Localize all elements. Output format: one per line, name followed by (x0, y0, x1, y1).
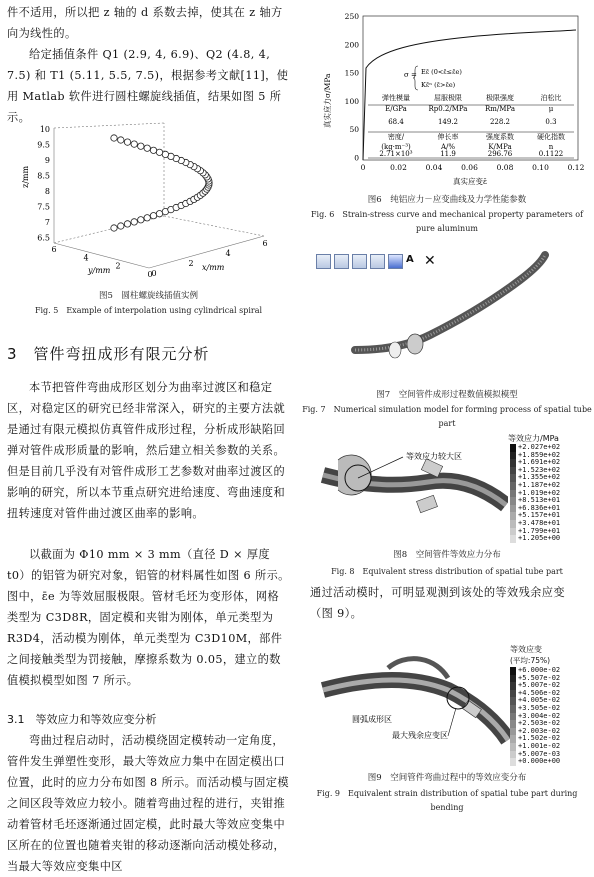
table-cell: 密度/ (387, 133, 405, 141)
formula-lhs: σ = (404, 71, 417, 79)
legend-label: +1.019e+02 (518, 488, 561, 497)
table-cell: 149.2 (437, 118, 459, 126)
helix-point (118, 223, 124, 229)
fig6-caption-cn: 图6 纯铝应力－应变曲线及力学性能参数 (367, 195, 527, 205)
table-cell: 0.1122 (538, 150, 564, 158)
legend-swatch (510, 459, 516, 467)
legend-label: +1.523e+02 (518, 465, 561, 474)
fig8-caption-cn: 图8 空间管件等效应力分布 (393, 550, 501, 560)
formula-case-2: Kε̄ⁿ (ε̄>ε̄e) (421, 81, 456, 89)
fig8-legend (510, 444, 560, 543)
fig6-y-tick-label: 150 (344, 68, 359, 78)
table-cell: 泊松比 (540, 94, 562, 102)
x-tick-label: 2 (188, 259, 194, 268)
legend-swatch (510, 697, 516, 705)
helix-point (150, 147, 156, 153)
helix-point (144, 145, 150, 151)
figure-6-stress-strain-chart (308, 8, 590, 188)
table-cell: E/GPa (385, 105, 407, 113)
fig9-caption-cn: 图9 空间管件弯曲过程中的等效应变分布 (367, 773, 527, 783)
legend-swatch (510, 512, 516, 520)
helix-point (124, 221, 130, 227)
table-cell: 屈服极限 (434, 94, 462, 102)
legend-label: +4.506e-02 (518, 688, 561, 697)
paragraph-3: 本节把管件弯曲成形区划分为曲率过渡区和稳定区，对稳定区的研究已经非常深入，研究的主要方法就是通过有限元模拟仿真管件成形过程，分析成形缺陷回弹对管件成形质量的影响，然后建立相关参数的关系。但是目前几乎没有对管件成形工艺参数对曲率过渡区的影响的研究，所以本节重点研究进给速度、弯曲速度和扭转速度对管件曲过渡区曲率的影响。 (7, 381, 286, 520)
table-cell: Rp0.2/MPa (428, 105, 468, 113)
helix-point (111, 135, 117, 141)
z-tick-label: 10 (39, 125, 50, 134)
legend-label: +3.478e+01 (518, 518, 561, 527)
paragraph-4: 以截面为 Φ10 mm × 3 mm（直径 D × 厚度 t0）的铝管为研究对象，铝管的材料属性如图 6 所示。图中，ε̄e 为等效屈服极限。管材毛坯为变形体，网格类型为 C3D8R，固定模和夹钳为刚体，单元类型为 R3D4，活动模为刚体，单元类型为 C3D10M，部件之间接触类型为罚接触，摩擦系数为 0.05，建立的数值模拟模型如图 7 所示。 (7, 548, 290, 687)
legend-swatch (510, 743, 516, 751)
font-icon[interactable]: A (406, 254, 414, 265)
z-tick-label: 8 (44, 187, 50, 196)
legend-swatch (510, 482, 516, 490)
z-tick-label: 8.5 (37, 171, 50, 181)
legend-label: +1.691e+02 (518, 458, 561, 467)
legend-label: +8.513e+01 (518, 496, 561, 505)
legend-swatch (510, 682, 516, 690)
paragraph-6: 通过活动模时，可明显观测到该处的等效残余应变（图 9）。 (310, 586, 565, 620)
helix-point (138, 217, 144, 223)
table-cell: 伸长率 (437, 133, 459, 141)
legend-label: +6.836e+01 (518, 503, 561, 512)
helix-curve (111, 135, 212, 231)
table-cell: 11.9 (440, 150, 456, 158)
fig6-y-tick-label: 50 (349, 125, 359, 135)
fig7-caption-cn: 图7 空间管件成形过程数值模拟模型 (376, 390, 518, 400)
legend-swatch (510, 528, 516, 536)
legend-swatch (510, 497, 516, 505)
table-cell: 2.71×10³ (379, 150, 413, 158)
z-tick-label: 9 (44, 156, 50, 165)
helix-point (131, 219, 137, 225)
fig9-caption-en: Fig. 9 Equivalent strain distribution of spatial tube part during bending (316, 789, 578, 812)
helix-point (156, 149, 162, 155)
helix-point (138, 143, 144, 149)
helix-point (156, 211, 162, 217)
table-cell: 弹性模量 (382, 94, 410, 102)
figure-7-tube-model (340, 250, 590, 380)
legend-label: +6.000e-02 (518, 666, 561, 674)
section-title: 3 管件弯扭成形有限元分析 (7, 345, 210, 363)
z-tick-label: 9.5 (37, 140, 50, 150)
y-axis-label: y/mm (88, 266, 111, 275)
legend-label: +1.205e+00 (518, 534, 561, 543)
legend-label: +3.505e-02 (518, 703, 561, 712)
legend-swatch (510, 490, 516, 498)
legend-label: +5.007e-03 (518, 749, 561, 758)
fig6-x-tick-label: 0.04 (425, 163, 443, 172)
helix-point (144, 215, 150, 221)
table-cell: 0.3 (545, 118, 557, 126)
legend-swatch (510, 690, 516, 698)
legend-label: +1.355e+02 (518, 473, 561, 482)
legend-label: +2.003e-02 (518, 726, 561, 735)
z-tick-label: 7.5 (37, 202, 50, 212)
x-axis-label: x/mm (202, 263, 225, 272)
fig6-y-tick-label: 250 (344, 12, 359, 21)
legend-label: +1.187e+02 (518, 480, 561, 489)
fig6-x-tick-label: 0.08 (496, 163, 514, 172)
legend-swatch (510, 713, 516, 721)
legend-swatch (510, 505, 516, 513)
helix-point (162, 151, 168, 157)
table-cell: 228.2 (489, 118, 511, 126)
fig8-caption-en: Fig. 8 Equivalent stress distribution of spatial tube part (331, 567, 563, 576)
legend-label: +1.502e-02 (518, 734, 561, 743)
figure-8-stress-distribution (318, 430, 508, 540)
save-icon[interactable] (316, 254, 331, 269)
table-cell: (kg·m⁻³) (381, 143, 411, 151)
fig6-x-tick-label: 0.02 (390, 163, 407, 172)
fig6-x-tick-label: 0.06 (461, 163, 478, 172)
table-cell: μ (548, 105, 554, 113)
table-cell: 极限强度 (486, 94, 514, 102)
x-tick-label: 6 (262, 239, 268, 248)
z-tick-label: 7 (44, 218, 50, 227)
x-tick-label: 4 (225, 249, 231, 258)
helix-point (111, 225, 117, 231)
legend-entry (510, 758, 560, 766)
y-tick-label: 6 (51, 245, 57, 254)
paragraph-2: 给定插值条件 Q1 (2.9, 4, 6.9)、Q2 (4.8, 4, 7.5) 和 T1 (5.11, 5.5, 7.5)，根据参考文献[11]，使用 Matlab 软件进行圆柱螺旋线插值，结果如图 5 所示。 (7, 48, 289, 124)
legend-label: +5.007e-02 (518, 681, 561, 690)
legend-label: +1.859e+02 (518, 450, 561, 459)
fig6-y-label: 真实应力σ/MPa (323, 73, 332, 128)
close-icon[interactable]: ✕ (424, 253, 436, 269)
table-cell: A/% (440, 143, 456, 151)
fig6-caption-en-1: Fig. 6 Strain-stress curve and mechanical property parameters of (310, 210, 584, 219)
fig9-legend-subtitle: (平均:75%) (510, 656, 551, 665)
legend-label: +4.005e-02 (518, 696, 561, 705)
legend-swatch (510, 520, 516, 528)
legend-swatch (510, 667, 516, 675)
legend-swatch (510, 720, 516, 728)
fig6-x-label: 真实应变ε̄ (453, 177, 487, 186)
fig9-legend-title: 等效应变 (510, 645, 542, 654)
legend-swatch (510, 705, 516, 713)
legend-label: +3.004e-02 (518, 711, 561, 720)
fig7-caption-en: Fig. 7 Numerical simulation model for forming process of spatial tube part (302, 405, 592, 428)
legend-label: +1.001e-02 (518, 741, 561, 750)
legend-entry (510, 535, 560, 543)
figure-5-helix-plot (14, 118, 284, 278)
paragraph-5: 弯曲过程启动时，活动模绕固定模转动一定角度，管件发生弹塑性变形，最大等效应力集中在固定模出口位置，此时的应力分布如图 8 所示。而活动模与固定模之间区段等效应力较小。随着弯曲过程的进行，夹钳推动着管材毛坯逐渐通过固定模，此时最大等效应变集中区所在的位置也随着夹钳的移动逐渐向活动模处移动，当最大等效应变集中区 (7, 734, 289, 873)
fig6-y-tick-label: 100 (344, 96, 359, 106)
fig9-legend (510, 667, 560, 766)
legend-label: +2.027e+02 (518, 443, 561, 451)
y-tick-label: 0 (147, 269, 153, 278)
table-cell: 296.76 (487, 150, 513, 158)
helix-point (150, 213, 156, 219)
y-tick-label: 2 (115, 261, 121, 271)
legend-swatch (510, 444, 516, 452)
legend-swatch (510, 452, 516, 460)
figure-9-strain-distribution (318, 650, 513, 745)
legend-label: +0.000e+00 (518, 757, 561, 766)
legend-swatch (510, 467, 516, 475)
legend-swatch (510, 675, 516, 683)
fig8-legend-title: 等效应力/MPa (508, 434, 559, 443)
fig6-y-tick-label: 0 (354, 153, 359, 163)
helix-point (124, 139, 130, 145)
fig6-x-tick-label: 0 (360, 163, 366, 172)
fig8-annotation: 等效应力较大区 (406, 452, 462, 461)
subsection-title: 3.1 等效应力和等效应变分析 (7, 713, 157, 726)
legend-swatch (510, 535, 516, 543)
fig9-annotation-1: 圆弧成形区 (352, 715, 392, 724)
helix-point (131, 141, 137, 147)
x-tick-label: 0 (151, 269, 157, 278)
fig5-caption-cn: 图5 圆柱螺旋线插值实例 (99, 291, 198, 301)
legend-label: +1.799e+01 (518, 526, 561, 535)
z-tick-label: 6.5 (37, 233, 50, 243)
legend-swatch (510, 758, 516, 766)
table-cell: 强度系数 (486, 133, 514, 141)
table-cell: K/MPa (488, 143, 512, 151)
z-axis-label: z/mm (21, 165, 30, 188)
formula-case-1: Eε̄ (0<ε̄≤ε̄e) (421, 68, 462, 76)
table-cell: Rm/MPa (484, 105, 516, 113)
table-cell: 68.4 (388, 118, 404, 126)
legend-swatch (510, 728, 516, 736)
fig6-caption-en-2: pure aluminum (416, 224, 478, 233)
fig5-caption-en: Fig. 5 Example of interpolation using cylindrical spiral (34, 306, 263, 315)
legend-label: +5.157e+01 (518, 511, 561, 520)
legend-label: +2.503e-02 (518, 719, 561, 728)
table-cell: 硬化指数 (537, 133, 565, 141)
legend-swatch (510, 751, 516, 759)
y-tick-label: 4 (83, 253, 89, 263)
paragraph-1: 件不适用，所以把 z 轴的 d 系数去掉，使其在 z 轴方向为线性的。 (7, 6, 283, 40)
legend-swatch (510, 735, 516, 743)
table-cell: n (548, 143, 554, 151)
legend-swatch (510, 474, 516, 482)
helix-point (118, 137, 124, 143)
fig9-annotation-2: 最大残余应变区 (392, 731, 448, 740)
legend-label: +5.507e-02 (518, 673, 561, 682)
fig6-x-tick-label: 0.12 (567, 163, 585, 172)
fig6-x-tick-label: 0.10 (532, 163, 549, 172)
fig6-y-tick-label: 200 (344, 40, 359, 50)
